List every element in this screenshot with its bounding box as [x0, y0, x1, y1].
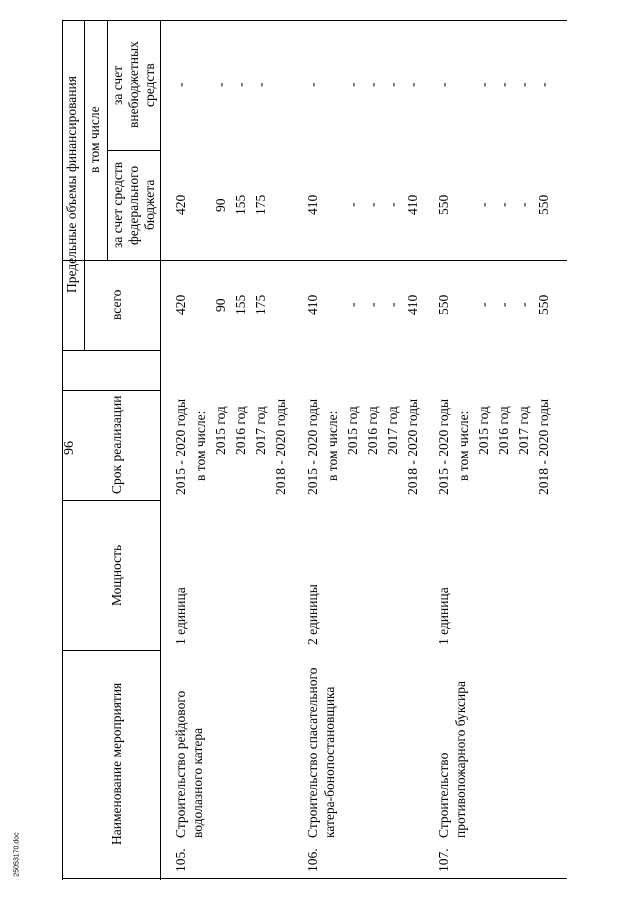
value-extra: -: [516, 82, 531, 88]
value-total: -: [385, 302, 400, 308]
page-number: 96: [62, 441, 77, 455]
value-total: -: [516, 302, 531, 308]
value-total: 90: [213, 298, 228, 312]
period-line: 2018 - 2020 годы: [536, 398, 551, 495]
row-capacity: 1 единица: [436, 587, 451, 645]
value-extra: -: [253, 82, 268, 88]
value-total: 410: [405, 294, 420, 316]
value-federal: 550: [436, 194, 451, 216]
header-total: всего: [109, 289, 124, 321]
value-total: 155: [233, 294, 248, 316]
value-extra: -: [173, 82, 188, 88]
period-including: в том числе:: [456, 410, 471, 481]
row-name-line: Строительство спасательного: [305, 667, 320, 838]
value-federal: -: [365, 202, 380, 208]
header-extra-line: внебюджетных: [126, 41, 141, 129]
value-extra: -: [405, 82, 420, 88]
value-federal: -: [516, 202, 531, 208]
value-federal: 155: [233, 194, 248, 216]
value-federal: 410: [405, 194, 420, 216]
header-federal-line: федерального: [126, 165, 141, 245]
value-extra: -: [345, 82, 360, 88]
value-federal: -: [345, 202, 360, 208]
header-extra-line: за счет: [110, 65, 125, 105]
header-capacity: Мощность: [109, 544, 124, 606]
period-line: 2015 - 2020 годы: [436, 398, 451, 495]
value-extra: -: [305, 82, 320, 88]
value-total: 410: [305, 294, 320, 316]
period-line: 2018 - 2020 годы: [273, 398, 288, 495]
row-name-line: противопожарного буксира: [453, 681, 468, 838]
period-line: 2015 год: [476, 406, 491, 455]
header-federal-line: бюджета: [142, 179, 157, 231]
value-federal: 550: [536, 194, 551, 216]
value-federal: 90: [213, 198, 228, 212]
row-number: 107.: [436, 848, 451, 872]
header-extra-line: средств: [142, 63, 157, 107]
value-total: -: [365, 302, 380, 308]
period-line: 2017 год: [516, 406, 531, 455]
value-extra: -: [365, 82, 380, 88]
header-period: Срок реализации: [109, 395, 124, 495]
row-capacity: 1 единица: [173, 587, 188, 645]
row-name-line: водолазного катера: [190, 727, 205, 838]
period-line: 2017 год: [385, 406, 400, 455]
value-federal: 420: [173, 194, 188, 216]
value-total: -: [345, 302, 360, 308]
period-line: 2016 год: [496, 406, 511, 455]
period-line: 2018 - 2020 годы: [405, 398, 420, 495]
row-name-line: Строительство: [436, 752, 451, 838]
header-including: в том числе: [87, 106, 102, 174]
value-federal: 410: [305, 194, 320, 216]
value-extra: -: [536, 82, 551, 88]
value-extra: -: [233, 82, 248, 88]
row-name-line: катера-бонопостановщика: [322, 686, 337, 838]
value-extra: -: [476, 82, 491, 88]
value-federal: -: [476, 202, 491, 208]
document-footer-id: 25053170.doc: [13, 832, 21, 877]
value-extra: -: [213, 82, 228, 88]
period-line: 2015 - 2020 годы: [305, 398, 320, 495]
row-number: 105.: [173, 848, 188, 872]
value-total: 550: [436, 294, 451, 316]
period-including: в том числе:: [325, 410, 340, 481]
row-capacity: 2 единицы: [305, 584, 320, 645]
row-name-line: Строительство рейдового: [173, 690, 188, 838]
period-including: в том числе:: [193, 410, 208, 481]
value-total: -: [496, 302, 511, 308]
value-total: 550: [536, 294, 551, 316]
period-line: 2015 год: [345, 406, 360, 455]
value-federal: 175: [253, 194, 268, 216]
value-extra: -: [496, 82, 511, 88]
value-total: 420: [173, 294, 188, 316]
period-line: 2017 год: [253, 406, 268, 455]
period-line: 2016 год: [365, 406, 380, 455]
header-funding: Предельные объемы финансирования: [64, 76, 79, 294]
header-name: Наименование мероприятия: [109, 682, 124, 846]
value-federal: -: [496, 202, 511, 208]
row-number: 106.: [305, 848, 320, 872]
value-extra: -: [436, 82, 451, 88]
period-line: 2015 год: [213, 406, 228, 455]
value-extra: -: [385, 82, 400, 88]
value-total: 175: [253, 294, 268, 316]
value-federal: -: [385, 202, 400, 208]
value-total: -: [476, 302, 491, 308]
header-federal-line: за счет средств: [110, 161, 125, 249]
period-line: 2015 - 2020 годы: [173, 398, 188, 495]
period-line: 2016 год: [233, 406, 248, 455]
